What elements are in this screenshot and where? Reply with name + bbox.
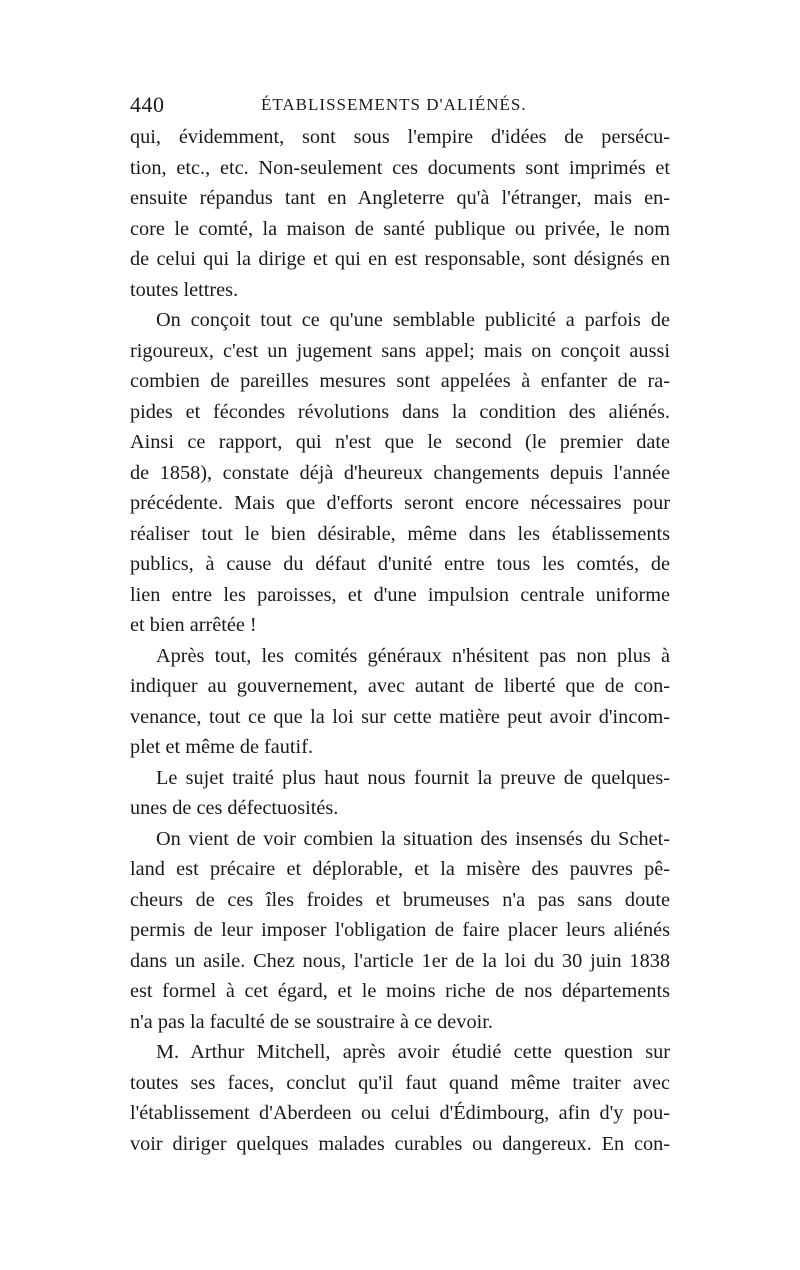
text-line: est formel à cet égard, et le moins riche de nos départements [130,980,670,1002]
text-line: Le sujet traité plus haut nous fournit la preuve de quelques- [156,766,670,789]
text-line: et bien arrêtée ! [130,614,257,636]
text-line: permis de leur imposer l'obligation de faire placer leurs aliénés [130,919,670,941]
page-number: 440 [130,92,165,117]
text-line: core le comté, la maison de santé publique ou privée, le nom [130,217,670,240]
text-line: qui, évidemment, sont sous l'empire d'idées de persécu- [130,126,670,148]
book-page [130,88,670,1159]
text-line: lien entre les paroisses, et d'une impulsion centrale uniforme [130,583,670,606]
text-line: dans un asile. Chez nous, l'article 1er de la loi du 30 juin 1838 [130,949,670,972]
body-text [130,122,670,1159]
text-line: publics, à cause du défaut d'unité entre tous les comtés, de [130,553,670,575]
text-line: cheurs de ces îles froides et brumeuses n'a pas sans doute [130,888,670,911]
text-line: pides et fécondes révolutions dans la condition des aliénés. [130,400,670,423]
text-line: voir diriger quelques malades curables ou dangereux. En con- [130,1132,670,1155]
text-line: Ainsi ce rapport, qui n'est que le second (le premier date [130,431,670,453]
text-line: venance, tout ce que la loi sur cette matière peut avoir d'incom- [130,705,670,728]
text-line: de 1858), constate déjà d'heureux changements depuis l'année [130,461,670,484]
text-line: n'a pas la faculté de se soustraire à ce devoir. [130,1010,493,1033]
text-line: unes de ces défectuosités. [130,797,339,819]
text-line: ensuite répandus tant en Angleterre qu'à l'étranger, mais en- [130,187,670,209]
text-line: de celui qui la dirige et qui en est responsable, sont désignés en [130,248,670,270]
text-line: combien de pareilles mesures sont appelées à enfanter de ra- [130,370,670,392]
text-line: On conçoit tout ce qu'une semblable publicité a parfois de [156,309,670,331]
running-head: ÉTABLISSEMENTS D'ALIÉNÉS. [261,95,527,114]
text-line: toutes ses faces, conclut qu'il faut quand même traiter avec [130,1071,670,1094]
text-line: tion, etc., etc. Non-seulement ces documents sont imprimés et [130,156,670,179]
text-line: réaliser tout le bien désirable, même dans les établissements [130,522,670,545]
text-line: Après tout, les comités généraux n'hésitent pas non plus à [156,644,670,667]
text-line: land est précaire et déplorable, et la misère des pauvres pê- [130,858,670,880]
text-line: précédente. Mais que d'efforts seront encore nécessaires pour [130,492,670,514]
text-line: rigoureux, c'est un jugement sans appel; mais on conçoit aussi [130,339,670,362]
text-line: M. Arthur Mitchell, après avoir étudié cette question sur [156,1041,670,1063]
text-line: On vient de voir combien la situation des insensés du Schet- [156,827,670,850]
text-line: l'établissement d'Aberdeen ou celui d'Édimbourg, afin d'y pou- [130,1102,670,1124]
text-line: toutes lettres. [130,278,239,301]
text-line: indiquer au gouvernement, avec autant de liberté que de con- [130,675,670,697]
text-line: plet et même de fautif. [130,736,314,758]
page-header [130,88,670,122]
